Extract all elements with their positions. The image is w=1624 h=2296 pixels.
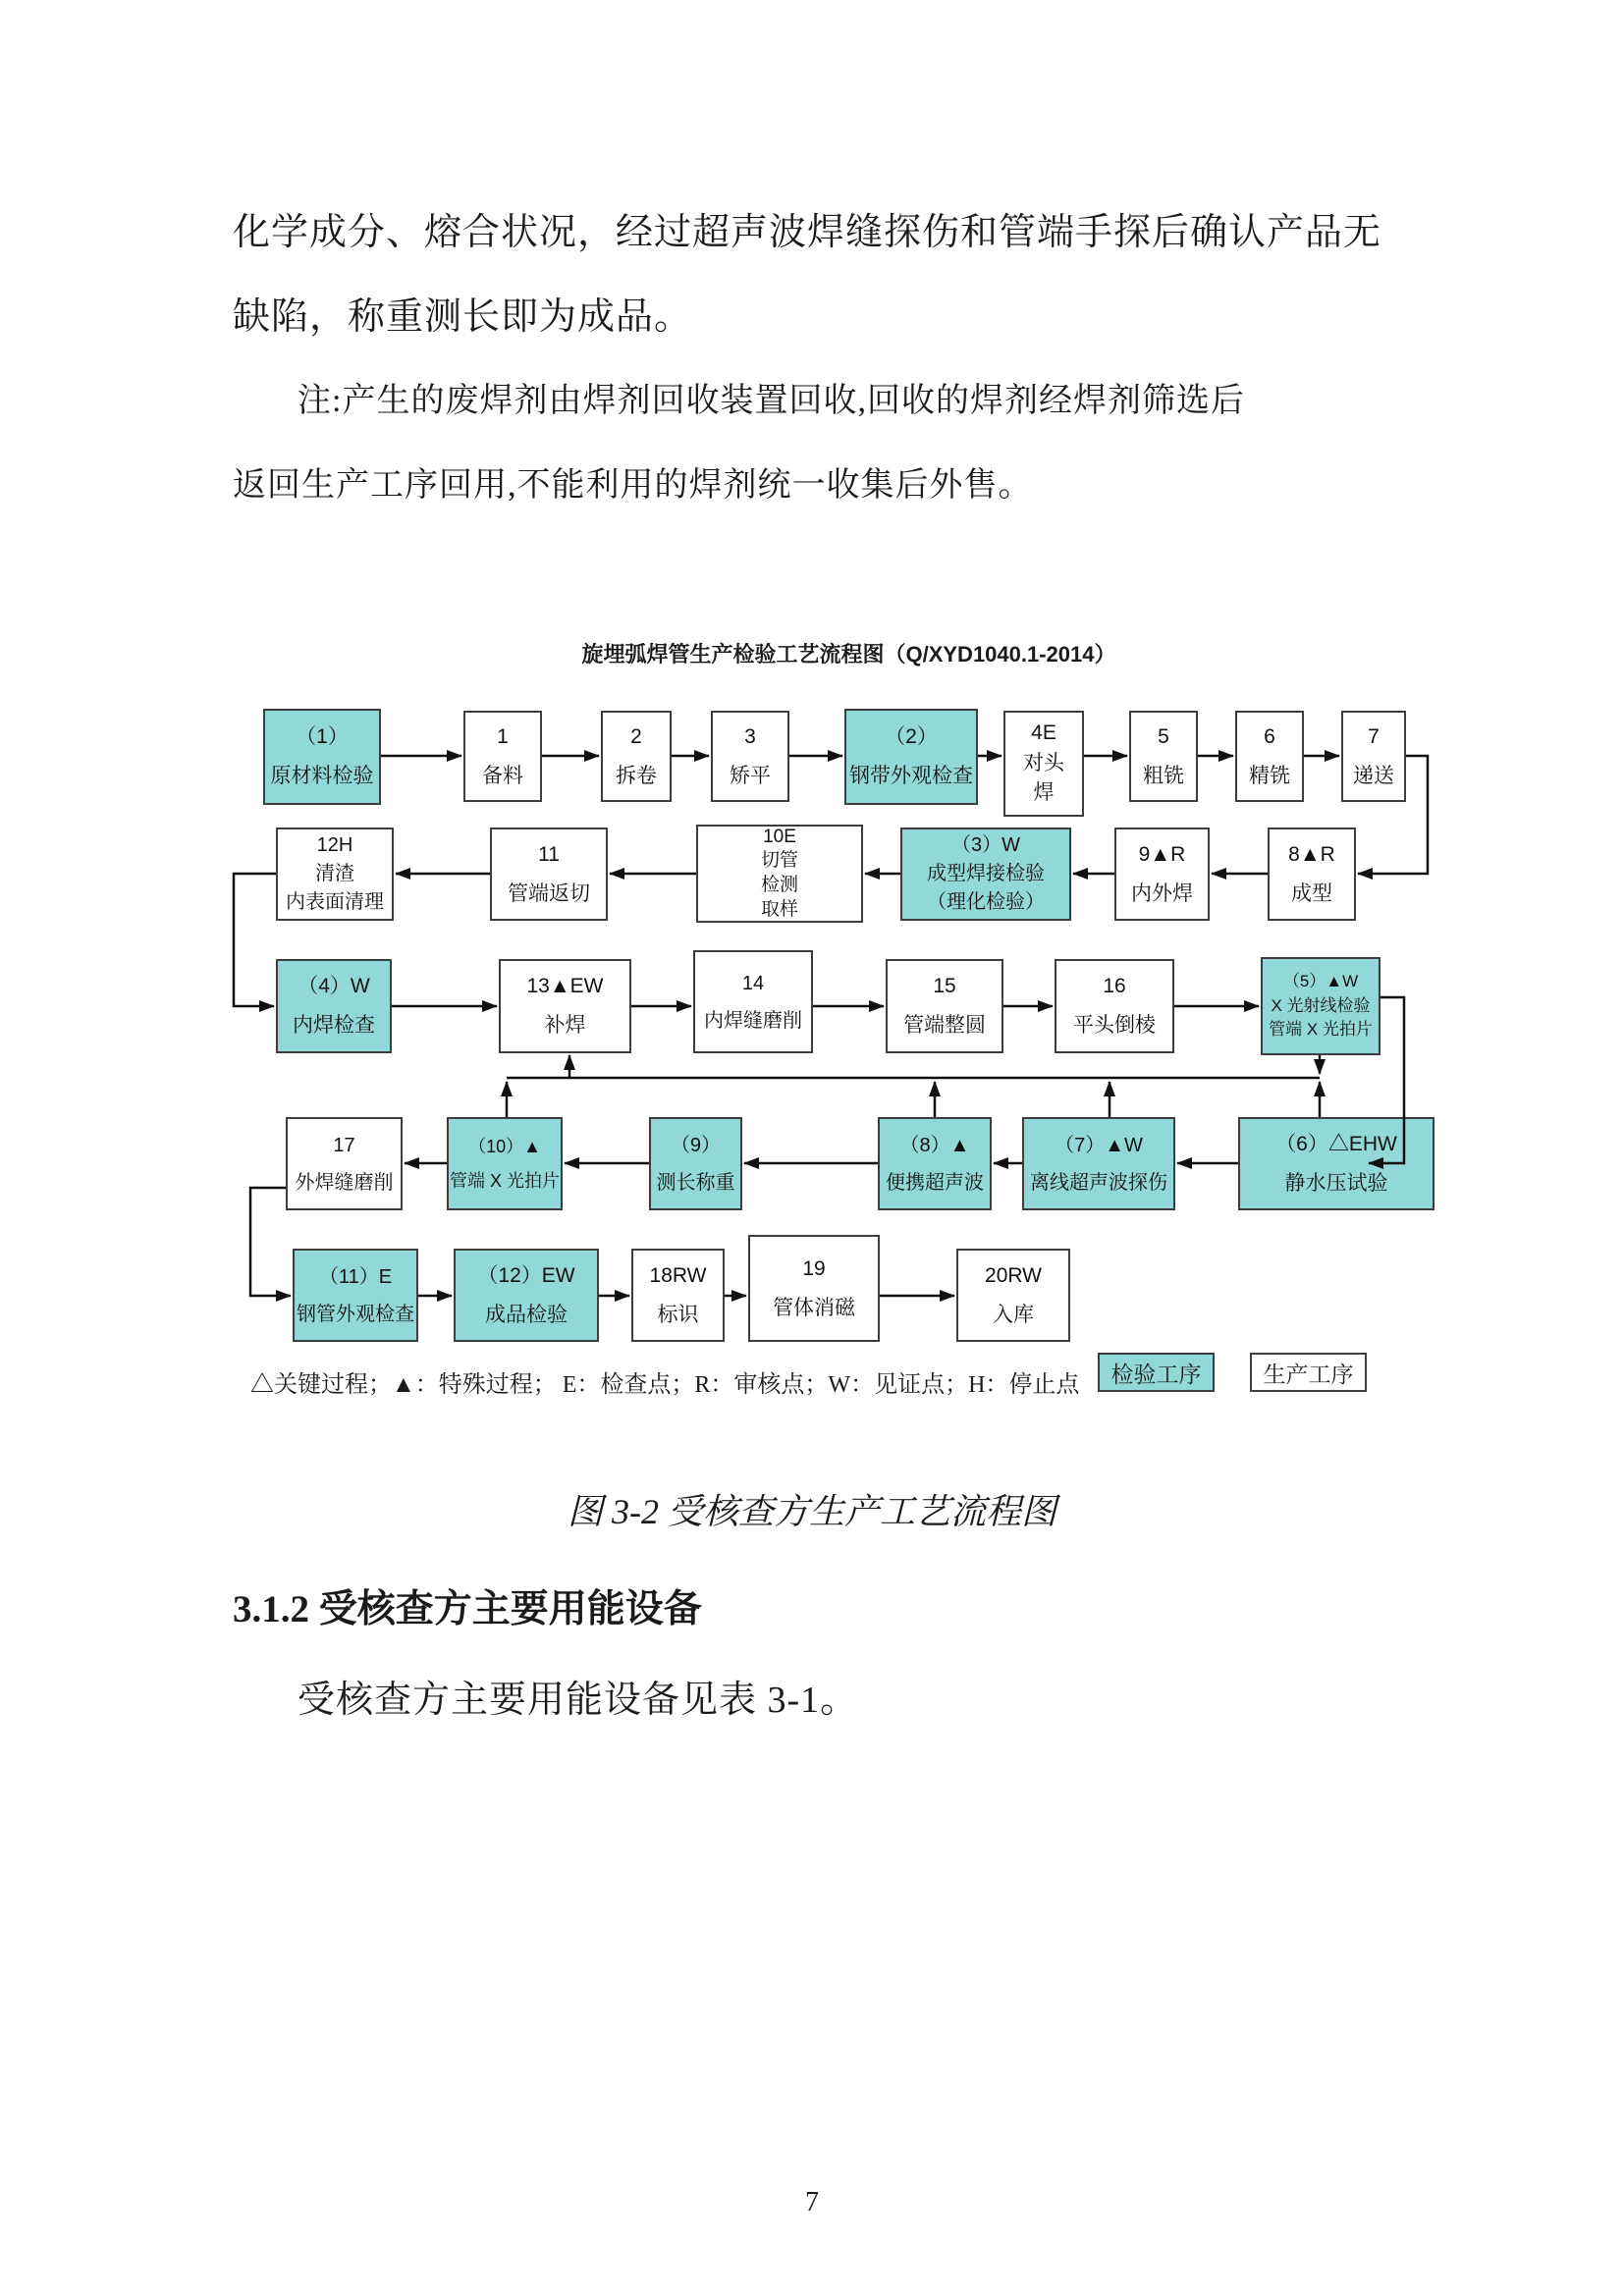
flow-box-p8r (1268, 828, 1356, 921)
flow-box-label: 管体消磁 (773, 1296, 855, 1319)
flow-box-label: （2） (885, 725, 938, 749)
flow-box-label: 17 (333, 1134, 355, 1156)
flow-box-label: 成品检验 (485, 1303, 568, 1326)
section-body-text: 受核查方主要用能设备见表 3-1。 (298, 1680, 859, 1721)
flow-box-label: 成型焊接检验 (927, 863, 1045, 884)
flow-box-label: 4E (1031, 721, 1056, 745)
flow-box-p11 (490, 828, 608, 921)
section-heading: 3.1.2 受核查方主要用能设备 (233, 1588, 702, 1630)
flow-box-p10e (696, 825, 863, 923)
flow-box-label: 平头倒棱 (1073, 1014, 1156, 1037)
flow-box-label: （11）E (318, 1265, 393, 1288)
flow-box-label: 15 (933, 975, 956, 998)
flow-box-label: （5）▲W (1282, 972, 1359, 991)
note-line: 注:产生的废焊剂由焊剂回收装置回收,回收的焊剂经焊剂筛选后 (298, 383, 1245, 419)
flow-box-c12 (454, 1249, 599, 1342)
legend-production-box: 生产工序 (1250, 1353, 1367, 1392)
flow-box-label: 管端整圆 (903, 1014, 986, 1037)
flow-box-p4e (1003, 711, 1084, 817)
flow-box-label: 焊 (1033, 781, 1055, 805)
flow-box-p3 (711, 711, 789, 802)
flow-box-c7 (1022, 1117, 1175, 1210)
flow-box-p18 (631, 1249, 725, 1342)
flow-box-p2 (601, 711, 672, 802)
flow-box-label: 成型 (1291, 881, 1332, 905)
flow-box-label: 2 (630, 724, 642, 748)
flow-box-c5 (1261, 957, 1380, 1055)
flow-box-label: 14 (741, 972, 765, 994)
flow-box-label: 标识 (657, 1303, 699, 1326)
flow-box-label: 9▲R (1138, 842, 1186, 866)
flow-box-label: （10）▲ (468, 1137, 541, 1157)
connector (250, 1188, 291, 1296)
paragraph-line: 缺陷，称重测长即为成品。 (233, 296, 693, 338)
flow-box-label: （理化检验） (927, 891, 1045, 913)
flow-box-c11 (293, 1249, 418, 1342)
flow-box-label: （8）▲ (899, 1134, 970, 1156)
note-line: 返回生产工序回用,不能利用的焊剂统一收集后外售。 (233, 467, 1033, 504)
flow-box-label: （1） (296, 725, 349, 749)
flow-box-label: 管端返切 (508, 881, 590, 905)
flow-box-p5 (1129, 711, 1198, 802)
connector (234, 874, 276, 1006)
flow-box-label: 检测 (760, 875, 798, 895)
flow-box-label: 离线超声波探伤 (1030, 1171, 1167, 1194)
flow-box-label: 取样 (760, 898, 798, 920)
flow-box-p17 (286, 1117, 403, 1210)
flow-box-label: 10E (763, 826, 796, 847)
flow-box-label: 便携超声波 (886, 1171, 984, 1194)
flow-box-label: 18RW (649, 1263, 707, 1287)
flow-box-label: （12）EW (477, 1263, 575, 1287)
legend-inspection-box: 检验工序 (1098, 1353, 1215, 1392)
flow-box-label: （3）W (951, 834, 1020, 856)
flow-box-label: 管端 X 光拍片 (1269, 1020, 1373, 1040)
flow-box-p12h (276, 828, 394, 921)
flow-box-p20 (956, 1249, 1070, 1342)
flow-box-label: 11 (538, 842, 560, 866)
flow-box-label: 对头 (1023, 751, 1064, 774)
flow-box-c10 (447, 1117, 563, 1210)
flow-box-label: 5 (1158, 724, 1169, 748)
flow-box-label: 静水压试验 (1284, 1171, 1388, 1195)
flow-box-c4 (276, 959, 392, 1053)
flow-box-p9r (1114, 828, 1210, 921)
flow-box-label: 粗铣 (1143, 764, 1184, 787)
flow-box-label: 内表面清理 (286, 891, 384, 913)
flow-box-label: 8▲R (1288, 842, 1335, 866)
flow-box-label: 测长称重 (656, 1171, 735, 1194)
flow-box-c6 (1238, 1117, 1435, 1210)
flow-box-p13 (499, 959, 631, 1053)
flow-box-c1 (263, 709, 381, 805)
page-number: 7 (805, 2187, 819, 2217)
flow-box-label: 1 (497, 724, 509, 748)
flow-box-label: 外焊缝磨削 (295, 1171, 394, 1194)
flow-box-label: 备料 (482, 764, 523, 787)
flow-box-label: 切管 (760, 850, 798, 872)
flow-box-p14 (693, 950, 813, 1053)
flow-box-label: 钢带外观检查 (849, 765, 973, 787)
flow-box-label: 矫平 (730, 764, 771, 787)
flow-box-label: 19 (802, 1256, 826, 1280)
flow-box-c8 (878, 1117, 992, 1210)
flow-box-label: 内外焊 (1131, 881, 1193, 905)
flow-box-label: 内焊缝磨削 (704, 1009, 802, 1032)
flow-box-label: 精铣 (1249, 764, 1290, 787)
flow-box-label: 入库 (993, 1303, 1034, 1326)
flow-box-label: 补焊 (544, 1014, 586, 1037)
flow-box-label: 20RW (985, 1263, 1042, 1287)
paragraph-line: 化学成分、熔合状况，经过超声波焊缝探伤和管端手探后确认产品无 (233, 212, 1382, 253)
flow-box-label: （6）△EHW (1275, 1132, 1397, 1155)
flow-box-label: 6 (1264, 724, 1275, 748)
body-text-block (233, 190, 1387, 528)
flow-box-label: 7 (1368, 724, 1380, 748)
figure-caption: 图 3-2 受核查方生产工艺流程图 (568, 1492, 1056, 1531)
flow-box-p1 (463, 711, 542, 802)
flowchart-title: 旋埋弧焊管生产检验工艺流程图（Q/XYD1040.1-2014） (581, 642, 1116, 667)
flow-box-label: 12H (316, 834, 353, 856)
legend-note: △关键过程；▲：特殊过程； E：检查点；R：审核点；W：见证点；H：停止点 (250, 1372, 1080, 1398)
flow-box-label: 原材料检验 (270, 765, 374, 787)
flow-box-label: 清渣 (315, 863, 354, 884)
flow-box-label: 管端 X 光拍片 (449, 1170, 560, 1191)
flow-box-c2 (844, 709, 978, 805)
flow-box-label: 内焊检查 (293, 1014, 375, 1037)
flow-box-label: 3 (744, 724, 756, 748)
flow-box-p19 (748, 1235, 880, 1342)
flow-box-p16 (1055, 959, 1174, 1053)
flow-box-label: （9） (670, 1134, 722, 1156)
flow-box-label: X 光射线检验 (1271, 995, 1371, 1015)
flow-box-label: （7）▲W (1055, 1134, 1143, 1156)
flow-box-label: 16 (1103, 975, 1126, 998)
flow-box-label: （4）W (298, 975, 370, 998)
flow-box-label: 钢管外观检查 (297, 1303, 414, 1325)
flow-box-label: 递送 (1353, 764, 1394, 787)
flow-box-p15 (886, 959, 1003, 1053)
flow-box-p7 (1341, 711, 1406, 802)
flow-box-label: 拆卷 (616, 764, 657, 787)
flow-box-c9 (649, 1117, 742, 1210)
flow-box-label: 13▲EW (526, 975, 604, 998)
flow-box-p6 (1235, 711, 1304, 802)
flow-box-c3 (900, 828, 1071, 921)
